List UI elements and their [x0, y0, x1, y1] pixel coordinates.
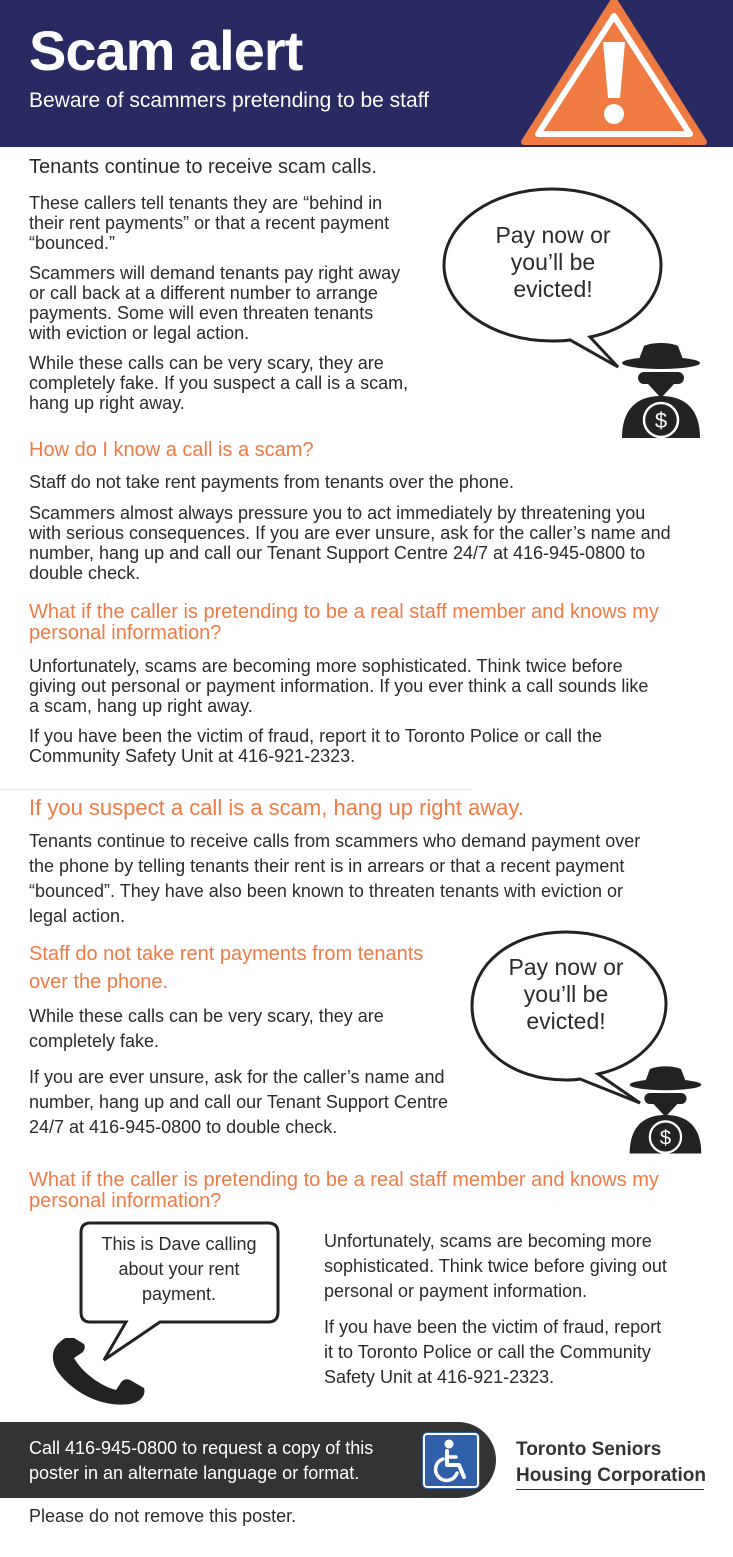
section2-paragraph-fake: While these calls can be very scary, they are completely fake. [29, 1006, 384, 1051]
section2-question-real-staff: What if the caller is pretending to be a real staff member and knows my personal information? [29, 1169, 659, 1212]
paragraph-demand: Scammers will demand tenants pay right away or call back at a different number to arrange payments. Some will even threaten tenants with eviction or legal action. [29, 263, 401, 343]
paragraph-callers: These callers tell tenants they are “behind in their rent payments” or that a recent payment “bounced.” [29, 193, 390, 253]
section2-paragraph-victim: If you have been the victim of fraud, report it to Toronto Police or call the Community Safety Unit at 416-921-2323. [324, 1317, 662, 1387]
header-banner [0, 0, 733, 147]
question-how-know: How do I know a call is a scam? [29, 439, 314, 461]
svg-text:$: $ [654, 408, 668, 433]
section2-paragraph-unsure: If you are ever unsure, ask for the caller’s name and number, hang up and call our Tenant Support Centre 24/7 at 416-945-0800 to double check. [29, 1067, 448, 1137]
call-bubble-text: This is Dave calling about your rent payment. [101, 1234, 257, 1304]
scammer-icon [618, 340, 703, 440]
section2-staff-heading: Staff do not take rent payments from tenants over the phone. [29, 943, 424, 993]
speech-bubble-text: Pay now or you’ll be evicted! [508, 954, 624, 1034]
warning-triangle-icon [520, 0, 708, 147]
organization-underline [516, 1489, 704, 1490]
organization-name: Toronto Seniors Housing Corporation [516, 1439, 706, 1486]
page-subtitle: Beware of scammers pretending to be staff [29, 89, 429, 112]
question-real-staff: What if the caller is pretending to be a real staff member and knows my personal information? [29, 601, 659, 644]
phone-icon [50, 1338, 148, 1408]
footer-bar [0, 1422, 496, 1498]
svg-text:$: $ [659, 1127, 672, 1150]
section2-heading: If you suspect a call is a scam, hang up right away. [29, 795, 524, 820]
section2-paragraph-calls: Tenants continue to receive calls from scammers who demand payment over the phone by telling tenants their rent is in arrears or that a recent payment “bounced”. They have also been known to threaten tenants with eviction or legal action. [29, 831, 641, 926]
paragraph-pressure: Scammers almost always pressure you to act immediately by threatening you with serious consequences. If you are ever unsure, ask for the caller’s name and number, hang up and call our Tenant Support Centre 24/7 at 416-945-0800 to double check. [29, 503, 671, 583]
do-not-remove-note: Please do not remove this poster. [29, 1506, 297, 1526]
footer-request-text: Call 416-945-0800 to request a copy of this poster in an alternate language or format. [29, 1438, 374, 1483]
section2-paragraph-sophisticated: Unfortunately, scams are becoming more sophisticated. Think twice before giving out personal or payment information. [324, 1231, 667, 1301]
paragraph-sophisticated: Unfortunately, scams are becoming more sophisticated. Think twice before giving out personal or payment information. If you ever think a call sounds like a scam, hang up right away. [29, 656, 649, 716]
paragraph-victim: If you have been the victim of fraud, report it to Toronto Police or call the Community Safety Unit at 416-921-2323. [29, 726, 602, 766]
section-divider [0, 789, 472, 790]
intro-text: Tenants continue to receive scam calls. [29, 156, 377, 178]
speech-bubble-text: Pay now or you’ll be evicted! [495, 222, 611, 302]
scammer-icon [626, 1062, 704, 1157]
paragraph-fake: While these calls can be very scary, they are completely fake. If you suspect a call is a scam, hang up right away. [29, 353, 409, 413]
answer-no-phone-payments: Staff do not take rent payments from tenants over the phone. [29, 472, 514, 492]
accessibility-icon [423, 1433, 479, 1488]
page-title: Scam alert [29, 19, 303, 82]
